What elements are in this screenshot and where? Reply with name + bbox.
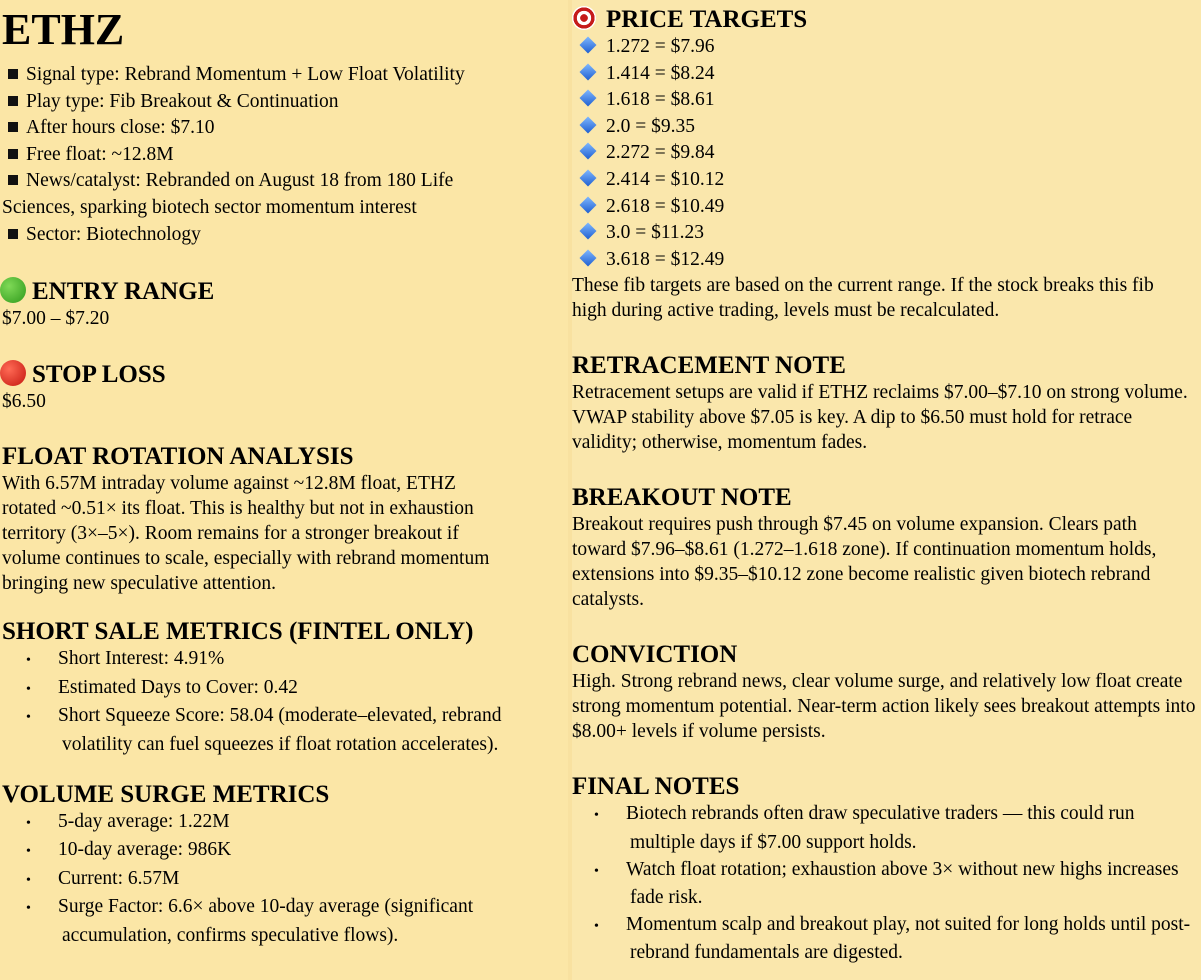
right-column [572,0,1201,980]
short-sale-item: • Short Interest: 4.91% [0,646,568,675]
final-note-item: • Watch float rotation; exhaustion above 3× without new highs increases fade risk. [572,857,1196,912]
news-item-continued: Sciences, sparking biotech sector momentum interest [2,196,417,218]
square-bullet-icon [8,96,18,106]
breakout-text: Breakout requires push through $7.45 on volume expansion. Clears path toward $7.96–$8.61 (1.272–1.618 zone). If continuation momentum holds, extensions into $9.35–$10.12 zone become realistic given biotech rebrand catalysts. [572,514,1157,611]
final-note-item: • Momentum scalp and breakout play, not suited for long holds until post-rebrand fundamentals are digested. [572,912,1196,967]
sector-item: Sector: Biotechnology [0,222,568,249]
blue-diamond-icon [580,249,597,266]
volume-surge-heading: VOLUME SURGE METRICS [2,780,330,808]
float-rotation-heading: FLOAT ROTATION ANALYSIS [2,443,354,471]
float-rotation-line: With 6.57M intraday volume against ~12.8M float, ETHZ [2,473,456,495]
blue-diamond-icon [580,116,597,133]
price-target-item: 1.414 = $8.24 [572,61,1201,88]
square-bullet-icon [8,149,18,159]
volume-surge-item: • Current: 6.57M [0,866,568,895]
final-note-item: • Biotech rebrands often draw speculative traders — this could run multiple days if $7.00 support holds. [572,801,1196,856]
blue-diamond-icon [580,90,597,107]
blue-diamond-icon [580,196,597,213]
red-circle-icon [0,360,26,386]
short-sale-heading: SHORT SALE METRICS (FINTEL ONLY) [2,618,474,646]
blue-diamond-icon [580,63,597,80]
stop-loss-value: $6.50 [2,391,46,413]
price-target-item: 2.618 = $10.49 [572,194,1201,221]
price-targets-note: These fib targets are based on the current range. If the stock breaks this fib high during active trading, levels must be recalculated. [572,275,1154,322]
price-target-item: 3.0 = $11.23 [572,220,1201,247]
left-column [0,0,568,950]
conviction-heading: CONVICTION [572,641,738,669]
green-circle-icon [0,277,26,303]
square-bullet-icon [8,122,18,132]
price-target-item: 2.272 = $9.84 [572,140,1201,167]
info-item: Play type: Fib Breakout & Continuation [0,89,568,116]
volume-surge-item: • 10-day average: 986K [0,837,568,866]
short-sale-item: • Short Squeeze Score: 58.04 (moderate–elevated, rebrand volatility can fuel squeezes if float rotation accelerates). [0,703,568,758]
price-target-item: 1.618 = $8.61 [572,87,1201,114]
short-sale-item: • Estimated Days to Cover: 0.42 [0,675,568,704]
info-item: Signal type: Rebrand Momentum + Low Float Volatility [0,62,568,89]
blue-diamond-icon [580,143,597,160]
news-item: News/catalyst: Rebranded on August 18 from 180 Life [0,168,568,195]
final-notes-heading: FINAL NOTES [572,773,740,801]
price-targets-heading: PRICE TARGETS [572,6,1201,34]
volume-surge-item: • 5-day average: 1.22M [0,809,568,838]
price-target-item: 3.618 = $12.49 [572,247,1201,274]
float-rotation-line: volume continues to scale, especially with rebrand momentum [2,548,490,570]
retracement-heading: RETRACEMENT NOTE [572,352,846,380]
price-target-item: 1.272 = $7.96 [572,34,1201,61]
retracement-text: Retracement setups are valid if ETHZ reclaims $7.00–$7.10 on strong volume. VWAP stability above $7.05 is key. A dip to $6.50 must hold for retrace validity; otherwise, momentum fades. [572,382,1188,454]
info-item: After hours close: $7.10 [0,115,568,142]
square-bullet-icon [8,229,18,239]
breakout-heading: BREAKOUT NOTE [572,484,792,512]
entry-range-value: $7.00 – $7.20 [2,308,110,330]
blue-diamond-icon [580,37,597,54]
price-target-item: 2.0 = $9.35 [572,114,1201,141]
float-rotation-line: rotated ~0.51× its float. This is healthy but not in exhaustion [2,498,474,520]
blue-diamond-icon [580,223,597,240]
square-bullet-icon [8,175,18,185]
conviction-text: High. Strong rebrand news, clear volume surge, and relatively low float create strong momentum potential. Near-term action likely sees breakout attempts into $8.00+ levels if volume persists. [572,671,1196,743]
volume-surge-item: • Surge Factor: 6.6× above 10-day average (significant accumulation, confirms speculative flows). [0,894,568,949]
ticker-title: ETHZ [2,5,125,54]
target-icon [572,6,596,30]
price-target-item: 2.414 = $10.12 [572,167,1201,194]
square-bullet-icon [8,69,18,79]
entry-range-heading: ENTRY RANGE [0,277,568,306]
blue-diamond-icon [580,169,597,186]
info-item: Free float: ~12.8M [0,142,568,169]
float-rotation-line: bringing new speculative attention. [2,573,277,595]
stop-loss-heading: STOP LOSS [0,360,568,389]
float-rotation-line: territory (3×–5×). Room remains for a stronger breakout if [2,523,459,545]
